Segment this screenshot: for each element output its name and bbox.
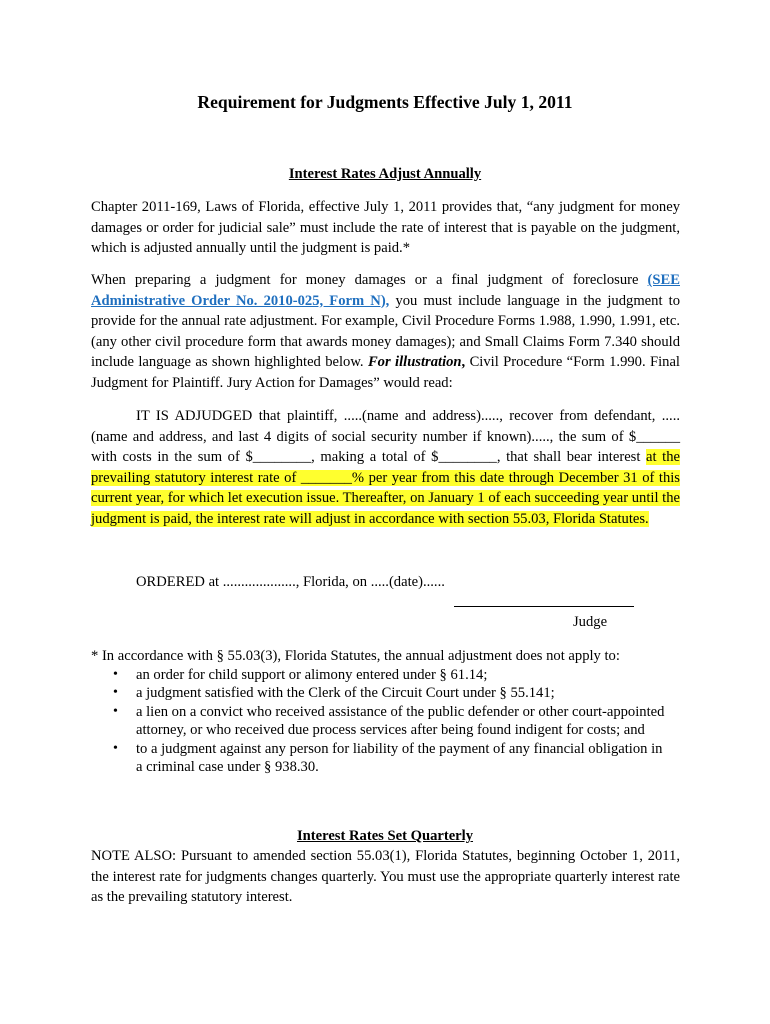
list-item-text: a lien on a convict who received assistance of the public defender or other court-appointed attorney, or who received due process services after being found indigent for costs; and: [136, 703, 665, 739]
list-item: [91, 703, 671, 740]
list-item-text: an order for child support or alimony entered under § 61.14;: [136, 667, 488, 683]
footnote-intro-text: * In accordance with § 55.03(3), Florida Statutes, the annual adjustment does not apply to:: [91, 648, 620, 664]
for-illustration-emphasis: For illustration: [367, 354, 462, 371]
bullet-icon: •: [113, 685, 118, 701]
bullet-icon: •: [113, 703, 118, 719]
highlighted-interest-language: at the prevailing statutory interest rate of _______% per year from this date through December 31 of this current year, for which let execution issue. Thereafter, on January 1 of each succeeding year until the judgment is paid, the interest rate will adjust in accordance with section 55.03, Florida Statutes.: [91, 449, 680, 527]
adjudged-block: [91, 406, 680, 530]
paragraph-note-also: [91, 846, 680, 908]
section-heading-quarterly: Interest Rates Set Quarterly: [296, 828, 474, 844]
judge-signature-line: [454, 606, 634, 607]
paragraph-chapter-text: Chapter 2011-169, Laws of Florida, effective July 1, 2011 provides that, “any judgment for money damages or order for judicial sale” must include the rate of interest that is payable on the judgment, which is adjusted annually until the judgment is paid.*: [91, 199, 680, 257]
exemptions-list: [91, 666, 671, 776]
list-item-text: a judgment satisfied with the Clerk of the Circuit Court under § 55.141;: [136, 685, 555, 702]
paragraph-preparing-text: [91, 270, 680, 394]
list-item: [91, 684, 671, 702]
ordered-line: [136, 572, 676, 593]
adjudged-text-a: IT IS ADJUDGED that plaintiff, .....(name and address)....., recover from defendant, .....(name and address, and last 4 digits of social security number if known)....., the sum of $______ with costs in the sum of $________, making a total of $________, that shall bear interest: [91, 408, 680, 466]
paragraph-note-also-text: NOTE ALSO: Pursuant to amended section 55.03(1), Florida Statutes, beginning October 1, 2011, the interest rate for judgments changes quarterly. You must use the appropriate quarterly interest rate as the prevailing statutory interest.: [91, 848, 680, 906]
footnote-intro: [91, 647, 681, 665]
emphasis-comma: ,: [461, 354, 466, 371]
list-item: [91, 666, 671, 684]
paragraph-preparing: [91, 270, 680, 394]
preparing-text-b: you must include language in the judgment to provide for the annual rate adjustment. For example, Civil Procedure Forms 1.988, 1.990, 1.991, etc. (any other civil procedure form that awards money damages); and Small Claims Form 7.340 should include language as shown highlighted below.: [91, 292, 680, 371]
list-item-text: to a judgment against any person for liability of the payment of any financial obligation in a criminal case under § 938.30.: [136, 740, 663, 776]
document-title: Requirement for Judgments Effective July 1, 2011: [197, 92, 573, 112]
preparing-text-a: When preparing a judgment for money damages or a final judgment of foreclosure: [91, 272, 648, 288]
administrative-order-link[interactable]: (SEE Administrative Order No. 2010-025, Form N),: [91, 272, 680, 309]
adjudged-text: [91, 406, 680, 530]
section-heading-annual: Interest Rates Adjust Annually: [288, 166, 482, 182]
list-item: [91, 740, 671, 777]
paragraph-chapter: [91, 197, 680, 259]
bullet-icon: •: [113, 740, 118, 756]
bullet-icon: •: [113, 667, 118, 682]
judge-label: Judge: [573, 614, 608, 630]
ordered-text: ORDERED at ...................., Florida, on .....(date)......: [136, 574, 445, 590]
preparing-text-c: Civil Procedure “Form 1.990. Final Judgment for Plaintiff. Jury Action for Damages” would read:: [91, 354, 680, 391]
